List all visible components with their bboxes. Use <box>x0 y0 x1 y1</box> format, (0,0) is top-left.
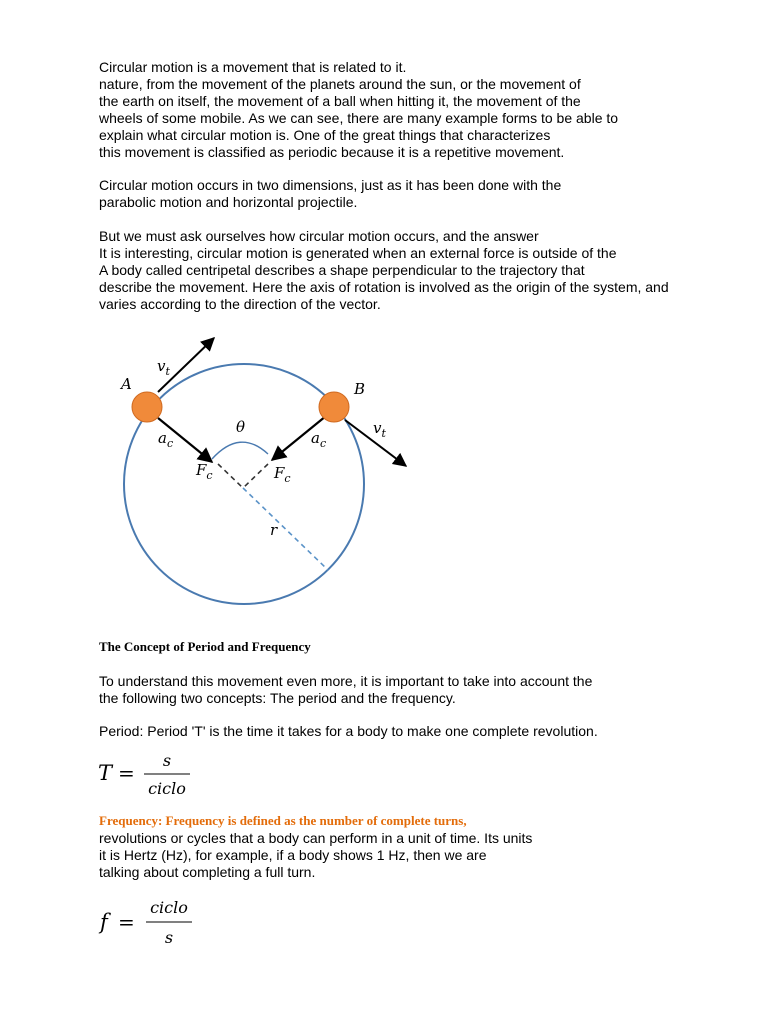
concepts-paragraph <box>99 673 709 707</box>
label-radius: r <box>270 521 278 539</box>
radius-line-a <box>218 464 243 488</box>
body-b <box>319 392 349 422</box>
body-a <box>132 392 162 422</box>
text-line: But we must ask ourselves how circular motion occurs, and the answer <box>99 228 539 244</box>
text-line: the earth on itself, the movement of a ball when hitting it, the movement of the <box>99 92 581 109</box>
radius-line-b <box>243 464 268 488</box>
period-formula <box>92 748 212 806</box>
text-line: varies according to the direction of the vector. <box>99 295 381 312</box>
circular-motion-diagram <box>100 330 420 615</box>
text-line: this movement is classified as periodic because it is a repetitive movement. <box>99 143 565 160</box>
label-accel-b: $a_c$ <box>311 429 327 450</box>
section-heading: The Concept of Period and Frequency <box>99 639 311 654</box>
text-line: Period: Period 'T' is the time it takes for a body to make one complete revolution. <box>99 723 598 739</box>
text-line: revolutions or cycles that a body can perform in a unit of time. Its units <box>99 829 533 846</box>
text-line: Circular motion is a movement that is related to it. <box>99 59 407 75</box>
formula-denominator: s <box>164 928 174 947</box>
label-point-b: B <box>354 380 366 398</box>
frequency-definition-highlight: Frequency: Frequency is defined as the number of complete turns, <box>99 813 467 828</box>
text-line: describe the movement. Here the axis of rotation is involved as the origin of the system, and <box>99 278 669 295</box>
frequency-formula <box>92 893 212 953</box>
label-velocity-b: $v_t$ <box>373 419 386 440</box>
text-line: parabolic motion and horizontal projectile. <box>99 193 358 210</box>
label-point-a: A <box>121 375 132 393</box>
frequency-paragraph <box>99 813 709 881</box>
text-line: explain what circular motion is. One of the great things that characterizes <box>99 126 551 143</box>
text-line: To understand this movement even more, it is important to take into account the <box>99 673 593 689</box>
text-line: it is Hertz (Hz), for example, if a body shows 1 Hz, then we are <box>99 846 487 863</box>
label-angle: θ <box>236 418 246 436</box>
label-force-b: $F_c$ <box>274 464 291 485</box>
formula-lhs: T <box>98 761 113 785</box>
cause-paragraph <box>99 228 709 313</box>
intro-paragraph <box>99 59 709 160</box>
formula-denominator: ciclo <box>148 779 186 798</box>
period-definition <box>99 723 709 740</box>
text-line: Circular motion occurs in two dimensions, just as it has been done with the <box>99 177 562 193</box>
text-line: wheels of some mobile. As we can see, there are many example forms to be able to <box>99 109 619 126</box>
formula-lhs: f <box>100 910 108 934</box>
formula-numerator: ciclo <box>150 898 188 917</box>
formula-equals: = <box>118 761 135 785</box>
formula-equals: = <box>118 910 135 934</box>
text-line: It is interesting, circular motion is generated when an external force is outside of the <box>99 244 617 261</box>
dimensions-paragraph <box>99 177 709 211</box>
text-line: A body called centripetal describes a shape perpendicular to the trajectory that <box>99 261 585 278</box>
label-accel-a: $a_c$ <box>158 429 174 450</box>
text-line: nature, from the movement of the planets around the sun, or the movement of <box>99 75 581 92</box>
angle-arc <box>212 442 268 459</box>
text-line: talking about completing a full turn. <box>99 863 316 880</box>
label-velocity-a: $v_t$ <box>157 357 170 378</box>
text-line: the following two concepts: The period and the frequency. <box>99 689 456 706</box>
formula-numerator: s <box>162 751 172 770</box>
label-force-a: $F_c$ <box>196 461 213 482</box>
radius-line <box>243 488 328 570</box>
